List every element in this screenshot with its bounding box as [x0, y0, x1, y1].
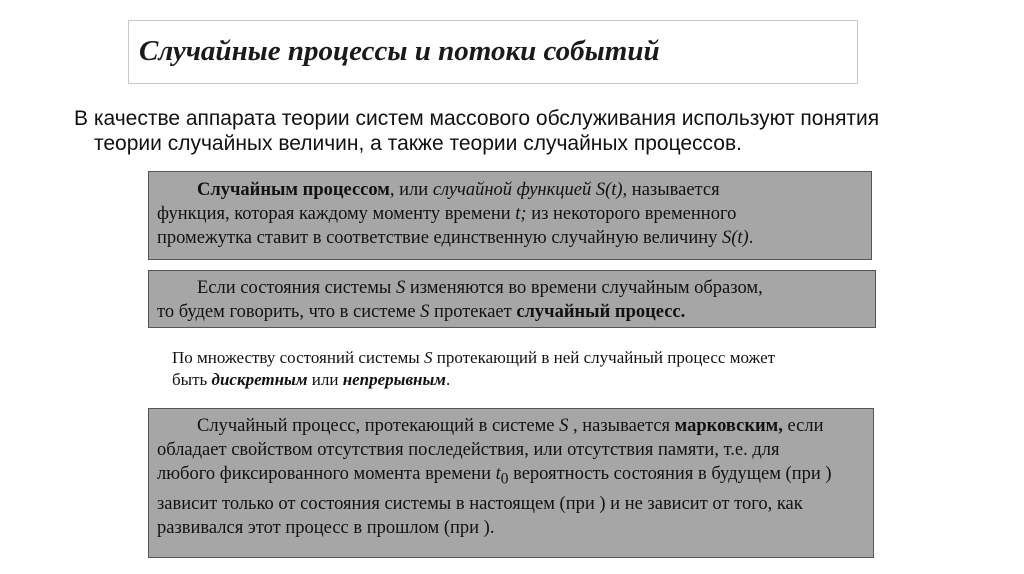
page-title: Случайные процессы и потоки событий: [139, 35, 660, 67]
var-s: S: [420, 302, 430, 322]
box1-text: промежутка ставит в соответствие единственную случайную величину: [157, 228, 722, 248]
box3-line-4: зависит только от состояния системы в настоящем (при ) и не зависит от того, как: [157, 493, 803, 514]
var-t0: t: [495, 464, 501, 484]
definition-box-markov: [148, 408, 874, 558]
term-discrete: дискретным: [211, 370, 308, 389]
var-t: t;: [515, 204, 527, 224]
box1-text: из некоторого временного: [526, 204, 737, 224]
term-continuous: непрерывным: [342, 370, 446, 389]
plain-text: По множеству состояний системы: [172, 348, 424, 367]
intro-line-2: теории случайных величин, а также теории случайных процессов.: [94, 132, 742, 155]
box2-text: то будем говорить, что в системе: [157, 302, 421, 322]
box3-text: Случайный процесс, протекающий в системе: [197, 416, 560, 436]
var-s: S: [423, 348, 433, 367]
box1-line-3: [157, 226, 863, 250]
box1-text: , или: [389, 180, 433, 200]
box1-line-1: [157, 178, 863, 202]
plain-text: быть: [172, 370, 212, 389]
box1-text: .: [748, 228, 754, 248]
box1-text: называется: [627, 180, 720, 200]
term-markov: марковским,: [674, 416, 783, 436]
box2-text: Если состояния системы: [197, 278, 396, 298]
box3-text: вероятность состояния в будущем (при ): [508, 464, 832, 484]
term-random-process: Случайным процессом: [197, 180, 390, 200]
term-random-process-bold: случайный процесс.: [516, 302, 686, 322]
box3-line-2: обладает свойством отсутствия последействия, или отсутствия памяти, т.е. для: [157, 440, 780, 460]
var-s: S: [395, 278, 406, 298]
plain-line-1: [172, 347, 872, 369]
subscript-zero: 0: [500, 470, 509, 488]
var-s: S: [559, 416, 569, 436]
state-set-paragraph: [172, 347, 872, 391]
box2-line-2: [157, 300, 867, 324]
intro-line-1: В качестве аппарата теории систем массового обслуживания используют понятия: [74, 107, 880, 130]
definition-box-random-process: [148, 171, 872, 260]
var-st: S(t): [722, 228, 749, 248]
box3-line-1: [157, 414, 865, 438]
box2-text: изменяются во времени случайным образом,: [405, 278, 763, 298]
box1-line-2: [157, 202, 863, 226]
plain-text: протекающий в ней случайный процесс может: [432, 348, 776, 367]
box1-text: функция, которая каждому моменту времени: [157, 204, 516, 224]
intro-paragraph: [74, 106, 994, 156]
title-box: [128, 20, 858, 84]
plain-line-2: [172, 369, 872, 391]
box2-line-1: [157, 276, 867, 300]
box2-text: протекает: [429, 302, 517, 322]
box3-text: , называется: [568, 416, 675, 436]
term-random-function: случайной функцией S(t),: [432, 180, 628, 200]
box3-text: если: [782, 416, 824, 436]
plain-text: или: [307, 370, 343, 389]
box3-text: любого фиксированного момента времени: [157, 464, 496, 484]
box3-line-5: развивался этот процесс в прошлом (при ).: [157, 517, 495, 538]
plain-text: .: [445, 370, 451, 389]
box3-line-3: [157, 462, 865, 492]
definition-box-system-states: [148, 270, 876, 328]
